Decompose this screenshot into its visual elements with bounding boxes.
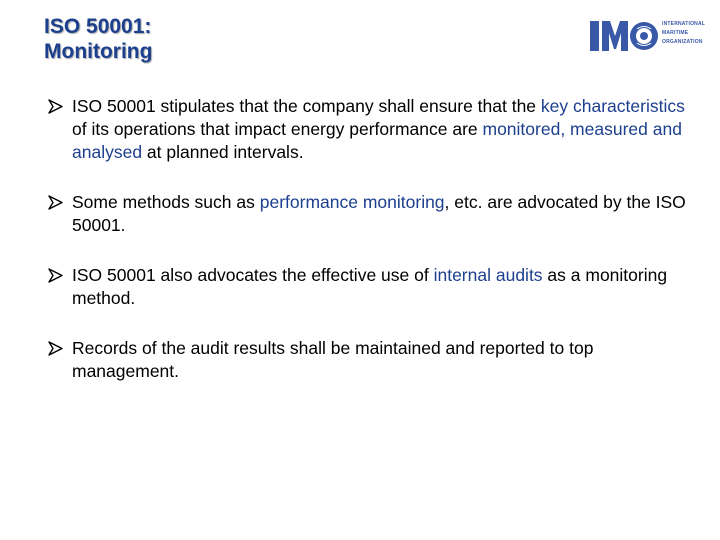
arrow-bullet-icon: [48, 99, 64, 114]
imo-logo-wordmark: [662, 20, 712, 47]
bullet-item: [48, 191, 698, 237]
slide-title-line1: ISO 50001:: [44, 15, 152, 38]
arrow-bullet-icon: [48, 195, 64, 210]
slide-title: [44, 14, 152, 64]
bullet-text: as a monitoring method.: [72, 265, 668, 308]
bullet-text: ISO 50001 stipulates that the company shall ensure that the: [72, 96, 541, 116]
slide-title-line2: Monitoring: [44, 40, 153, 63]
logo-line1: INTERNATIONAL: [662, 21, 706, 27]
highlight-text: performance monitoring: [259, 192, 445, 212]
logo-line2: MARITIME: [662, 30, 689, 36]
bullet-text: Some methods such as: [72, 192, 260, 212]
bullet-text: , etc. are advocated by the ISO 50001.: [72, 192, 686, 235]
bullet-text: Records of the audit results shall be maintained and reported to top management.: [72, 338, 594, 381]
bullet-list: [48, 95, 698, 410]
bullet-text: at planned intervals.: [142, 142, 304, 162]
bullet-item: [48, 95, 698, 164]
bullet-item: [48, 264, 698, 310]
arrow-bullet-icon: [48, 341, 64, 356]
bullet-item: [48, 337, 698, 383]
highlight-text: key characteristics: [540, 96, 685, 116]
arrow-bullet-icon: [48, 268, 64, 283]
bullet-text: ISO 50001 also advocates the effective use of: [72, 265, 434, 285]
imo-logo: [588, 16, 708, 56]
bullet-text: of its operations that impact energy performance are: [72, 119, 483, 139]
highlight-text: internal audits: [433, 265, 543, 285]
highlight-text: monitored, measured and analysed: [72, 119, 682, 162]
logo-line3: ORGANIZATION: [662, 39, 703, 45]
imo-logo-mark: [588, 16, 662, 56]
